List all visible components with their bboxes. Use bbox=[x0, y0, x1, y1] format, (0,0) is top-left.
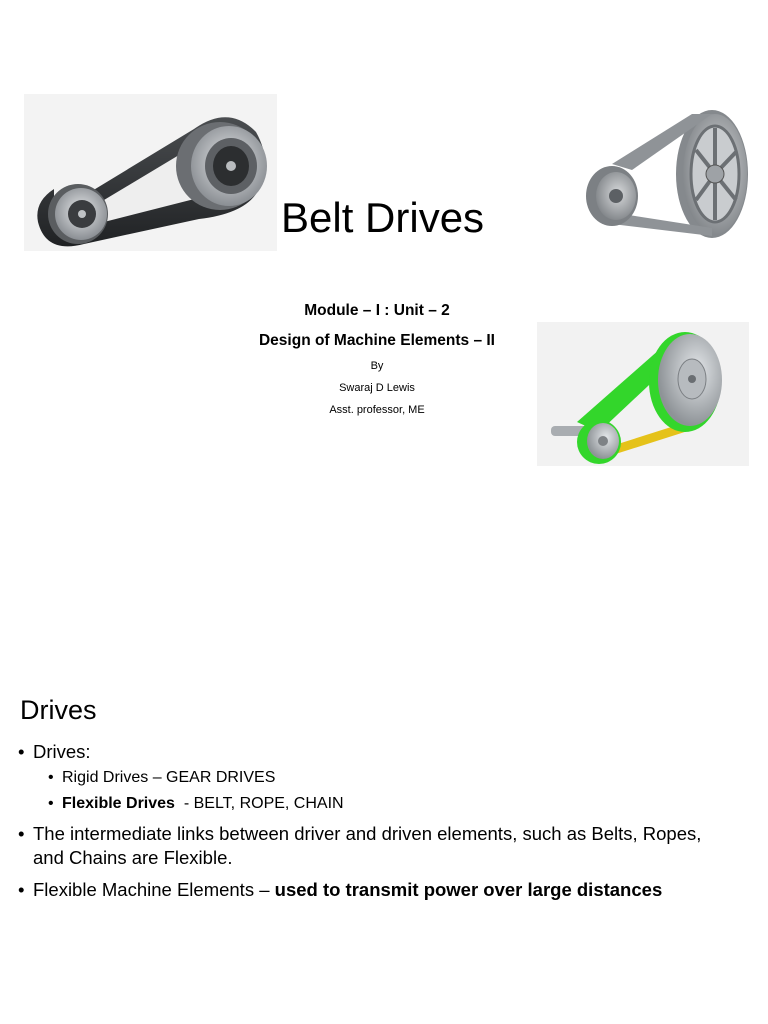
bullet-dot: • bbox=[48, 795, 54, 812]
bullet-dot: • bbox=[18, 879, 25, 900]
bullet-dot: • bbox=[48, 769, 54, 786]
bullet-intermediate-links bbox=[18, 822, 733, 870]
flat-belt-drive-image bbox=[537, 322, 749, 466]
timing-belt-drive-image bbox=[24, 94, 277, 251]
v-belt-pulley-image bbox=[572, 104, 752, 244]
author-name: Swaraj D Lewis bbox=[339, 382, 415, 394]
bullet-text: Flexible Machine Elements – bbox=[33, 879, 275, 900]
bullet-text: The intermediate links between driver and driven elements, such as Belts, Ropes, and Chains are Flexible. bbox=[33, 823, 702, 868]
bullet-rigid-drives bbox=[48, 767, 276, 789]
bullet-text: - BELT, ROPE, CHAIN bbox=[174, 795, 344, 812]
drives-heading: Drives bbox=[20, 695, 97, 725]
bullet-drives bbox=[18, 740, 91, 764]
bullet-bold-text: used to transmit power over large distances bbox=[274, 879, 663, 900]
bullet-dot: • bbox=[18, 823, 25, 844]
bullet-bold-text: Flexible Drives bbox=[62, 795, 175, 812]
slide-title-text: Belt Drives bbox=[281, 194, 485, 241]
bullet-text: Rigid Drives – GEAR DRIVES bbox=[62, 769, 276, 786]
bullet-flexible-drives bbox=[48, 793, 344, 815]
module-unit-label: Module – I : Unit – 2 bbox=[304, 302, 450, 319]
bullet-text: Drives: bbox=[33, 741, 91, 762]
by-label: By bbox=[370, 360, 384, 372]
bullet-flexible-elements bbox=[18, 878, 663, 902]
bullet-dot: • bbox=[18, 741, 25, 762]
course-title: Design of Machine Elements – II bbox=[258, 332, 495, 349]
author-position: Asst. professor, ME bbox=[329, 404, 425, 416]
